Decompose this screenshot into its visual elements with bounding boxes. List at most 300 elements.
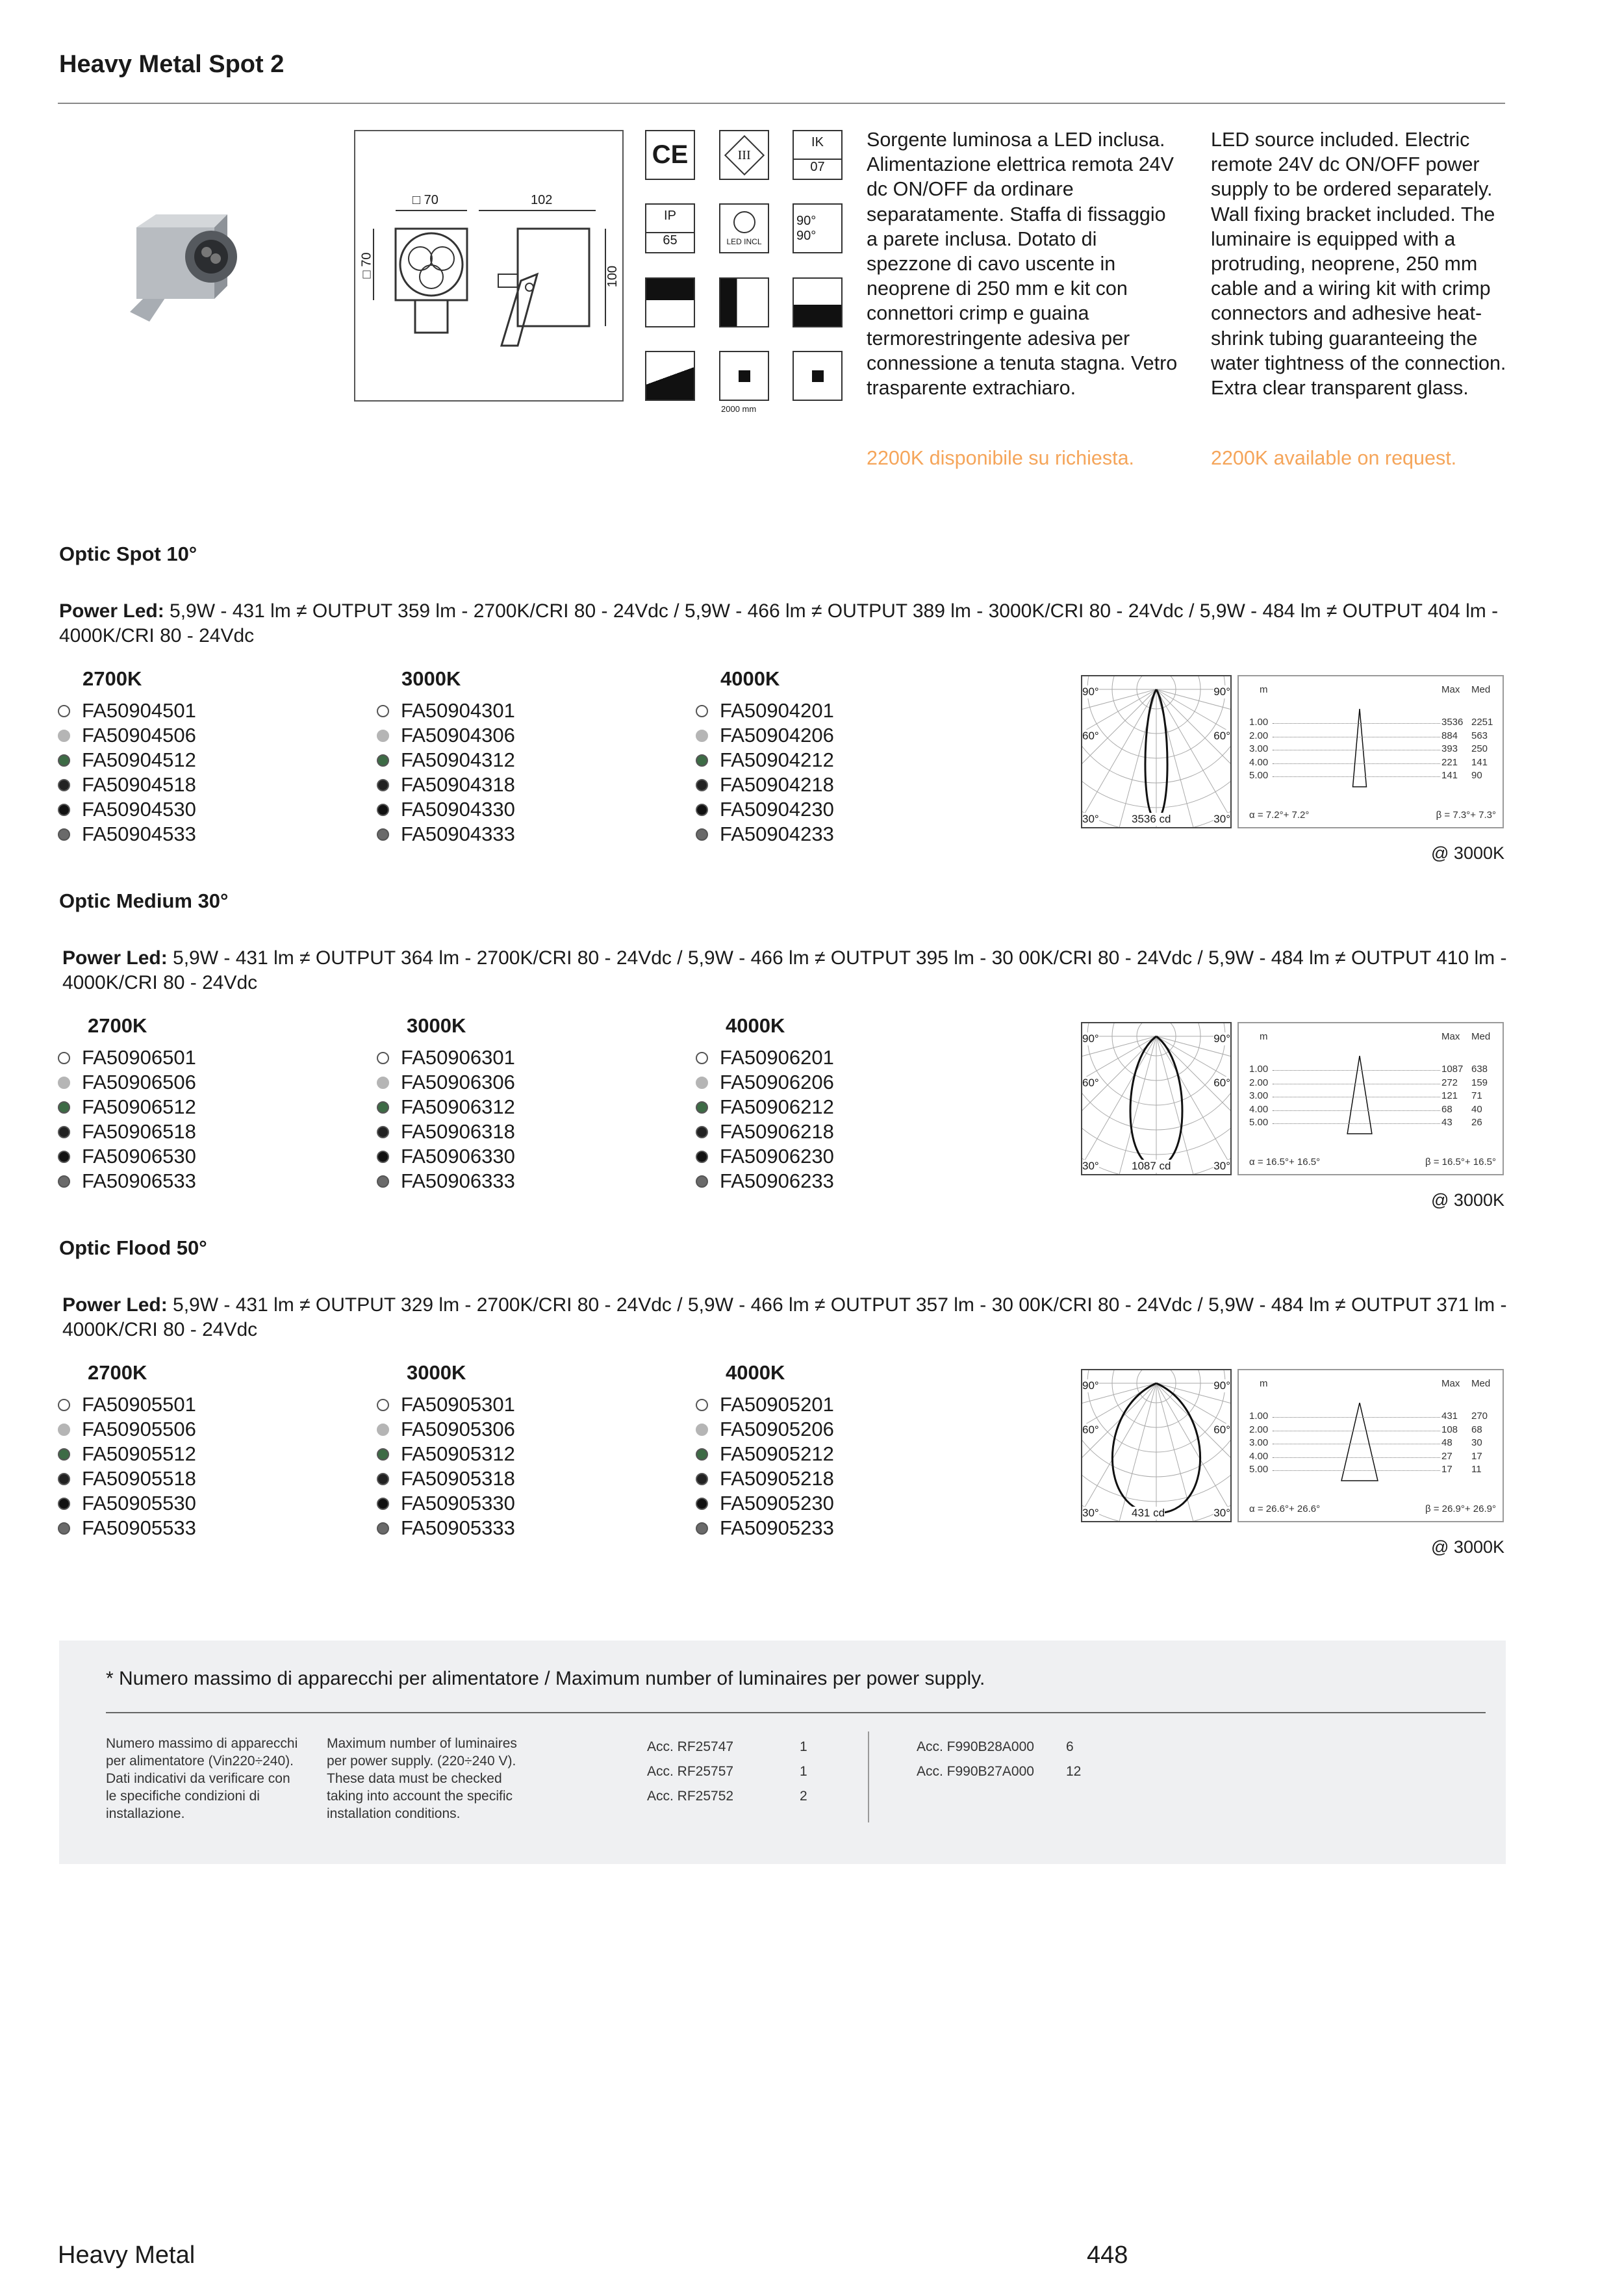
tilt-b: 90° — [796, 228, 817, 243]
row-max: 393 — [1441, 743, 1458, 754]
beta-angle: β = 16.5°+ 16.5° — [1425, 1156, 1496, 1168]
cable-length-label: 2000 mm — [721, 404, 757, 414]
cone-outline — [1347, 1056, 1372, 1134]
product-code: FA50904306 — [401, 724, 515, 747]
color-swatch-icon — [58, 828, 70, 841]
product-code: FA50904206 — [720, 724, 834, 747]
tilt-a: 90° — [796, 213, 817, 228]
product-code-row — [696, 723, 834, 748]
row-max: 48 — [1441, 1437, 1453, 1448]
product-code-row — [58, 1070, 196, 1095]
color-swatch-icon — [696, 705, 708, 717]
product-code-row — [58, 1119, 196, 1144]
power-led-spec — [62, 946, 1517, 995]
polar-label-60-right: 60° — [1213, 730, 1230, 742]
accessory-code: Acc. F990B28A000 — [917, 1739, 1034, 1754]
polar-label-30-right: 30° — [1213, 1507, 1230, 1519]
col-m: m — [1260, 1031, 1268, 1042]
cone-outline — [1353, 709, 1367, 787]
row-dots — [1273, 1123, 1440, 1124]
color-swatch-icon — [696, 1498, 708, 1510]
product-code-row — [58, 1516, 196, 1540]
product-code-row — [377, 1095, 515, 1119]
illuminance-table — [1237, 1022, 1504, 1175]
accessory-qty: 6 — [1066, 1739, 1074, 1754]
color-swatch-icon — [377, 1473, 389, 1485]
product-code-row — [58, 1095, 196, 1119]
polar-chart — [1082, 676, 1230, 827]
color-swatch-icon — [377, 828, 389, 841]
color-swatch-icon — [377, 1126, 389, 1138]
dim-height: □ 70 — [359, 252, 374, 279]
color-swatch-icon — [696, 828, 708, 841]
ce-mark-icon — [645, 130, 695, 180]
color-swatch-icon — [58, 1101, 70, 1114]
row-distance: 2.00 — [1249, 1424, 1269, 1435]
product-code-row — [696, 748, 834, 773]
column-header: 3000K — [407, 1361, 466, 1384]
color-swatch-icon — [377, 1151, 389, 1163]
polar-label-90-left: 90° — [1082, 1379, 1099, 1392]
supply-note-en: Maximum number of luminaires per power supply. (220÷240 V). These data must be checked taking into account the specific installation conditions. — [327, 1736, 517, 1821]
product-code: FA50904512 — [82, 748, 196, 771]
color-swatch-icon — [377, 1101, 389, 1114]
product-code-row — [58, 1417, 196, 1442]
mount-floor-icon — [793, 277, 843, 327]
product-code: FA50906518 — [82, 1120, 196, 1143]
polar-max-cd: 3536 cd — [1132, 813, 1171, 825]
row-med: 68 — [1471, 1424, 1482, 1435]
product-code-row — [696, 822, 834, 847]
row-distance: 2.00 — [1249, 730, 1269, 741]
product-code-row — [58, 1392, 196, 1417]
page-number: 448 — [1087, 2242, 1128, 2269]
row-distance: 5.00 — [1249, 1464, 1269, 1475]
product-code-row — [58, 1466, 196, 1491]
power-led-spec — [62, 1293, 1517, 1342]
color-swatch-icon — [58, 1498, 70, 1510]
polar-grid-ray — [1082, 1383, 1156, 1451]
col-max: Max — [1441, 684, 1460, 695]
polar-label-30-left: 30° — [1082, 813, 1099, 825]
mount-wall-icon — [719, 277, 769, 327]
product-code: FA50906206 — [720, 1071, 834, 1093]
color-swatch-icon — [58, 1175, 70, 1188]
tilt-icon — [793, 203, 843, 253]
alpha-angle: α = 7.2°+ 7.2° — [1249, 810, 1310, 821]
supply-divider — [106, 1712, 1486, 1713]
polar-max-cd: 431 cd — [1132, 1507, 1165, 1519]
color-temp-note: @ 3000K — [1431, 1537, 1504, 1557]
row-max: 3536 — [1441, 717, 1464, 728]
polar-label-60-right: 60° — [1213, 1077, 1230, 1089]
column-header: 2700K — [88, 1014, 147, 1037]
column-header: 3000K — [407, 1014, 466, 1037]
cable-length-icon — [719, 351, 769, 401]
color-swatch-icon — [58, 754, 70, 767]
product-code-row — [696, 1417, 834, 1442]
col-m: m — [1260, 1378, 1268, 1389]
footer-family: Heavy Metal — [58, 2242, 196, 2269]
product-code-row — [58, 822, 196, 847]
power-led-label: Power Led: — [62, 1294, 168, 1316]
color-swatch-icon — [377, 754, 389, 767]
product-code-row — [696, 1466, 834, 1491]
product-code: FA50905330 — [401, 1492, 515, 1514]
product-code: FA50906233 — [720, 1169, 834, 1192]
product-code-row — [377, 797, 515, 822]
beam-cone — [1340, 709, 1379, 800]
led-included-icon — [719, 203, 769, 253]
power-led-label: Power Led: — [59, 600, 164, 622]
product-code: FA50904518 — [82, 773, 196, 796]
product-code: FA50905218 — [720, 1467, 834, 1490]
color-swatch-icon — [696, 1522, 708, 1535]
row-med: 638 — [1471, 1064, 1488, 1075]
product-code-row — [696, 1442, 834, 1466]
product-code: FA50904318 — [401, 773, 515, 796]
mount-slope-icon — [645, 351, 695, 401]
color-swatch-icon — [696, 754, 708, 767]
ip-rating-icon — [645, 203, 695, 253]
product-code: FA50904212 — [720, 748, 834, 771]
product-code-row — [377, 1491, 515, 1516]
polar-chart — [1082, 1023, 1230, 1174]
column-header: 4000K — [720, 667, 780, 690]
product-code: FA50904533 — [82, 823, 196, 845]
color-swatch-icon — [696, 1151, 708, 1163]
row-distance: 3.00 — [1249, 1090, 1269, 1101]
product-code-row — [377, 723, 515, 748]
product-code-row — [377, 1516, 515, 1540]
dim-width: □ 70 — [412, 193, 438, 207]
product-code-row — [696, 1169, 834, 1194]
product-code: FA50905312 — [401, 1442, 515, 1465]
row-distance: 1.00 — [1249, 1411, 1269, 1422]
row-distance: 5.00 — [1249, 770, 1269, 781]
row-max: 43 — [1441, 1117, 1453, 1128]
page-title: Heavy Metal Spot 2 — [59, 51, 285, 78]
power-led-spec — [59, 599, 1514, 648]
polar-label-90-left: 90° — [1082, 1032, 1099, 1045]
color-swatch-icon — [377, 1052, 389, 1064]
product-code: FA50905301 — [401, 1393, 515, 1416]
dimension-drawing — [354, 130, 624, 402]
polar-chart — [1082, 1370, 1230, 1521]
product-code-row — [377, 1119, 515, 1144]
product-code: FA50905512 — [82, 1442, 196, 1465]
description-en: LED source included. Electric remote 24V dc ON/OFF power supply to be ordered separately. Wall fixing bracket included. The luminaire is equipped with a protruding, neoprene, 250 mm cable and a wiring kit with crimp connectors and adhesive heat-shrink tubing guaranteeing the water tightness of the connection. Extra clear transparent glass. — [1211, 129, 1506, 400]
product-code: FA50905501 — [82, 1393, 196, 1416]
product-code: FA50906333 — [401, 1169, 515, 1192]
col-med: Med — [1471, 684, 1491, 695]
column-header: 4000K — [726, 1361, 785, 1384]
polar-label-60-right: 60° — [1213, 1424, 1230, 1436]
polar-label-60-left: 60° — [1082, 730, 1099, 742]
polar-grid-ray — [1156, 1383, 1224, 1521]
row-med: 11 — [1471, 1464, 1482, 1475]
product-code: FA50905230 — [720, 1492, 834, 1514]
product-code: FA50906201 — [720, 1046, 834, 1069]
product-code-row — [58, 1491, 196, 1516]
color-swatch-icon — [377, 730, 389, 742]
polar-label-90-left: 90° — [1082, 685, 1099, 698]
polar-max-cd: 1087 cd — [1132, 1160, 1171, 1172]
power-led-values: 5,9W - 431 lm ≠ OUTPUT 359 lm - 2700K/CRI 80 - 24Vdc / 5,9W - 466 lm ≠ OUTPUT 389 lm - 3000K/CRI 80 - 24Vdc / 5,9W - 484 lm ≠ OUTPUT 404 lm - 4000K/CRI 80 - 24Vdc — [59, 600, 1499, 646]
row-distance: 3.00 — [1249, 743, 1269, 754]
product-code-row — [696, 773, 834, 797]
product-code: FA50905506 — [82, 1418, 196, 1440]
note-2200k-en: 2200K available on request. — [1211, 447, 1457, 469]
row-dots — [1273, 763, 1440, 764]
product-code: FA50906501 — [82, 1046, 196, 1069]
color-swatch-icon — [696, 1126, 708, 1138]
polar-grid-ray — [1156, 1036, 1224, 1174]
color-swatch-icon — [58, 1052, 70, 1064]
product-code: FA50904218 — [720, 773, 834, 796]
product-code-row — [58, 748, 196, 773]
product-code-row — [696, 1070, 834, 1095]
polar-label-60-left: 60° — [1082, 1424, 1099, 1436]
product-code: FA50904312 — [401, 748, 515, 771]
product-code-row — [58, 698, 196, 723]
color-swatch-icon — [58, 1424, 70, 1436]
accessory-qty: 1 — [800, 1764, 807, 1779]
product-code-row — [696, 1095, 834, 1119]
product-code: FA50906212 — [720, 1095, 834, 1118]
row-max: 121 — [1441, 1090, 1458, 1101]
color-swatch-icon — [377, 1522, 389, 1535]
product-code-row — [696, 1119, 834, 1144]
row-med: 30 — [1471, 1437, 1482, 1448]
color-swatch-icon — [58, 705, 70, 717]
color-swatch-icon — [58, 1448, 70, 1461]
row-dots — [1273, 1470, 1440, 1471]
ik-label: IK — [811, 135, 824, 150]
color-swatch-icon — [58, 779, 70, 791]
illuminance-table — [1237, 675, 1504, 828]
color-swatch-icon — [696, 1399, 708, 1411]
product-code-row — [696, 1144, 834, 1169]
product-code: FA50904501 — [82, 699, 196, 722]
product-code: FA50906218 — [720, 1120, 834, 1143]
ip-value: 65 — [646, 232, 694, 248]
row-med: 26 — [1471, 1117, 1482, 1128]
row-max: 431 — [1441, 1411, 1458, 1422]
polar-label-90-right: 90° — [1213, 1379, 1230, 1392]
polar-label-30-right: 30° — [1213, 813, 1230, 825]
column-header: 4000K — [726, 1014, 785, 1037]
product-code-row — [377, 1417, 515, 1442]
row-dots — [1273, 1457, 1440, 1458]
product-code-row — [58, 723, 196, 748]
dim-depth: 102 — [531, 193, 553, 207]
row-med: 141 — [1471, 756, 1488, 768]
product-code: FA50904506 — [82, 724, 196, 747]
product-code: FA50906318 — [401, 1120, 515, 1143]
polar-label-30-left: 30° — [1082, 1160, 1099, 1172]
product-code-row — [377, 748, 515, 773]
color-swatch-icon — [696, 1473, 708, 1485]
row-med: 90 — [1471, 770, 1482, 781]
product-code-row — [377, 1466, 515, 1491]
illuminance-table — [1237, 1369, 1504, 1522]
beam-cone — [1340, 1403, 1379, 1494]
product-code-row — [58, 1144, 196, 1169]
row-dots — [1273, 776, 1440, 777]
beta-angle: β = 7.3°+ 7.3° — [1436, 810, 1496, 821]
row-med: 2251 — [1471, 717, 1493, 728]
color-swatch-icon — [377, 1399, 389, 1411]
alpha-angle: α = 26.6°+ 26.6° — [1249, 1503, 1321, 1514]
polar-label-90-right: 90° — [1213, 1032, 1230, 1045]
color-swatch-icon — [696, 1175, 708, 1188]
color-swatch-icon — [377, 705, 389, 717]
color-swatch-icon — [696, 730, 708, 742]
product-code: FA50906533 — [82, 1169, 196, 1192]
col-med: Med — [1471, 1031, 1491, 1042]
color-swatch-icon — [696, 1052, 708, 1064]
color-swatch-icon — [696, 804, 708, 816]
product-code: FA50906312 — [401, 1095, 515, 1118]
product-code-row — [58, 797, 196, 822]
power-led-values: 5,9W - 431 lm ≠ OUTPUT 329 lm - 2700K/CRI 80 - 24Vdc / 5,9W - 466 lm ≠ OUTPUT 357 lm - 30 00K/CRI 80 - 24Vdc / 5,9W - 484 lm ≠ OUTPUT 371 lm - 4000K/CRI 80 - 24Vdc — [62, 1294, 1507, 1340]
polar-diagram — [1081, 675, 1232, 828]
ik-rating-icon — [793, 130, 843, 180]
class-iii-icon — [719, 130, 769, 180]
product-code-row — [58, 1045, 196, 1070]
color-swatch-icon — [696, 1424, 708, 1436]
polar-grid-ray — [1089, 1036, 1156, 1174]
mount-ceiling-icon — [645, 277, 695, 327]
product-code-row — [377, 1045, 515, 1070]
row-med: 270 — [1471, 1411, 1488, 1422]
product-code: FA50906306 — [401, 1071, 515, 1093]
title-divider — [58, 103, 1505, 104]
column-header: 2700K — [88, 1361, 147, 1384]
color-swatch-icon — [58, 1151, 70, 1163]
row-max: 884 — [1441, 730, 1458, 741]
color-swatch-icon — [696, 779, 708, 791]
product-code-row — [377, 1392, 515, 1417]
product-code: FA50905530 — [82, 1492, 196, 1514]
product-code-row — [58, 1442, 196, 1466]
product-code-row — [696, 797, 834, 822]
row-distance: 4.00 — [1249, 756, 1269, 768]
row-max: 141 — [1441, 770, 1458, 781]
polar-label-90-right: 90° — [1213, 685, 1230, 698]
section-title: Optic Spot 10° — [59, 543, 197, 565]
product-code: FA50904201 — [720, 699, 834, 722]
product-code: FA50906506 — [82, 1071, 196, 1093]
power-led-label: Power Led: — [62, 947, 168, 969]
product-code: FA50904333 — [401, 823, 515, 845]
product-code-row — [696, 1516, 834, 1540]
supply-heading: * Numero massimo di apparecchi per alimentatore / Maximum number of luminaires per power supply. — [106, 1668, 985, 1689]
product-code: FA50904330 — [401, 798, 515, 821]
product-code: FA50906330 — [401, 1145, 515, 1168]
class-iii-label: III — [737, 147, 751, 162]
product-code: FA50905533 — [82, 1516, 196, 1539]
product-code: FA50904530 — [82, 798, 196, 821]
product-code-row — [696, 1045, 834, 1070]
polar-diagram — [1081, 1022, 1232, 1175]
product-code: FA50904301 — [401, 699, 515, 722]
color-swatch-icon — [58, 804, 70, 816]
power-led-values: 5,9W - 431 lm ≠ OUTPUT 364 lm - 2700K/CRI 80 - 24Vdc / 5,9W - 466 lm ≠ OUTPUT 395 lm - 30 00K/CRI 80 - 24Vdc / 5,9W - 484 lm ≠ OUTPUT 410 lm - 4000K/CRI 80 - 24Vdc — [62, 947, 1507, 993]
col-m: m — [1260, 684, 1268, 695]
color-swatch-icon — [58, 730, 70, 742]
product-code-row — [696, 698, 834, 723]
row-distance: 1.00 — [1249, 1064, 1269, 1075]
color-swatch-icon — [377, 804, 389, 816]
row-dots — [1273, 1110, 1440, 1111]
color-swatch-icon — [58, 1077, 70, 1089]
product-code-row — [58, 773, 196, 797]
led-incl-label: LED INCL — [726, 236, 762, 246]
row-med: 159 — [1471, 1077, 1488, 1088]
alpha-angle: α = 16.5°+ 16.5° — [1249, 1156, 1321, 1168]
color-swatch-icon — [377, 1448, 389, 1461]
product-code-row — [377, 1169, 515, 1194]
product-code: FA50906230 — [720, 1145, 834, 1168]
color-swatch-icon — [58, 1473, 70, 1485]
row-max: 27 — [1441, 1450, 1453, 1462]
color-temp-note: @ 3000K — [1431, 1190, 1504, 1210]
beam-cone — [1340, 1056, 1379, 1147]
ip-label: IP — [664, 209, 676, 224]
color-swatch-icon — [377, 1175, 389, 1188]
product-code: FA50905206 — [720, 1418, 834, 1440]
row-max: 221 — [1441, 756, 1458, 768]
product-code: FA50906301 — [401, 1046, 515, 1069]
color-swatch-icon — [58, 1399, 70, 1411]
column-header: 2700K — [82, 667, 142, 690]
color-swatch-icon — [696, 1101, 708, 1114]
product-code: FA50905201 — [720, 1393, 834, 1416]
polar-label-30-left: 30° — [1082, 1507, 1099, 1519]
accessory-qty: 2 — [800, 1789, 807, 1804]
cone-outline — [1341, 1403, 1378, 1481]
note-2200k-it: 2200K disponibile su richiesta. — [867, 447, 1135, 469]
accessory-code: Acc. RF25757 — [647, 1764, 734, 1779]
product-code: FA50904230 — [720, 798, 834, 821]
product-code-row — [377, 1144, 515, 1169]
ik-value: 07 — [794, 159, 841, 175]
row-med: 71 — [1471, 1090, 1482, 1101]
polar-diagram — [1081, 1369, 1232, 1522]
product-code: FA50905212 — [720, 1442, 834, 1465]
product-code: FA50905306 — [401, 1418, 515, 1440]
color-swatch-icon — [377, 779, 389, 791]
color-temp-note: @ 3000K — [1431, 843, 1504, 863]
row-max: 1087 — [1441, 1064, 1464, 1075]
row-distance: 4.00 — [1249, 1103, 1269, 1115]
product-code: FA50906512 — [82, 1095, 196, 1118]
product-code-row — [377, 698, 515, 723]
polar-label-30-right: 30° — [1213, 1160, 1230, 1172]
product-code-row — [696, 1491, 834, 1516]
row-dots — [1273, 723, 1440, 724]
dim-total-height: 100 — [605, 265, 620, 288]
polar-grid-ray — [1156, 1383, 1230, 1451]
product-code: FA50905318 — [401, 1467, 515, 1490]
polar-grid-ray — [1082, 1036, 1156, 1104]
color-swatch-icon — [58, 1522, 70, 1535]
acc-divider — [868, 1731, 869, 1822]
description-it: Sorgente luminosa a LED inclusa. Alimentazione elettrica remota 24V dc ON/OFF da ordinare separatamente. Staffa di fissaggio a parete inclusa. Dotato di spezzone di cavo uscente in neoprene di 250 mm e kit con connettori crimp e guaina termorestringente adesiva per connessione a tenuta stagna. Vetro trasparente extrachiaro. — [867, 129, 1178, 400]
color-swatch-icon — [377, 1077, 389, 1089]
